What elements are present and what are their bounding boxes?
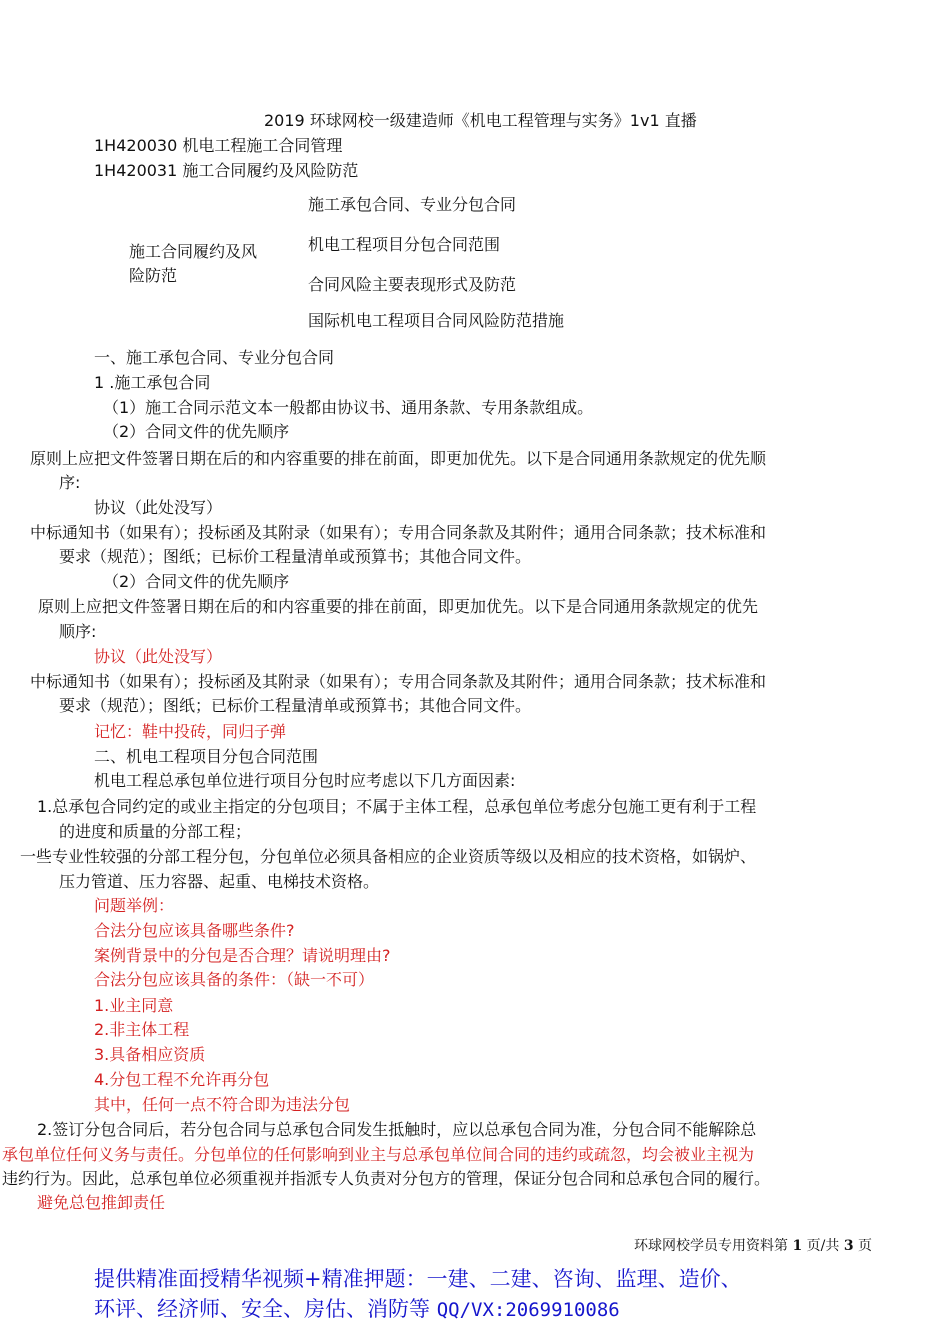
paragraph-line: （2）合同文件的优先顺序: [103, 572, 290, 591]
paragraph-line: 原则上应把文件签署日期在后的和内容重要的排在前面，即更加优先。以下是合同通用条款规定的优先: [38, 597, 759, 616]
document-title: 2019 环球网校一级建造师《机电工程管理与实务》1v1 直播: [264, 111, 697, 130]
promo-line-1: 提供精准面授精华视频+精准押题：一建、二建、咨询、监理、造价、: [94, 1267, 742, 1291]
answer-item: 3.具备相应资质: [94, 1045, 206, 1064]
paragraph-line: 中标通知书（如果有）；投标函及其附录（如果有）；专用合同条款及其附件；通用合同条款；技术标准和: [30, 523, 767, 542]
footer-prefix: 环球网校学员专用资料第: [634, 1238, 793, 1254]
paragraph-line: 中标通知书（如果有）；投标函及其附录（如果有）；专用合同条款及其附件；通用合同条款；技术标准和: [30, 672, 767, 691]
diagram-branch-2: 机电工程项目分包合同范围: [308, 235, 501, 254]
paragraph-line: 的进度和质量的分部工程；: [59, 822, 252, 841]
answer-item: 4.分包工程不允许再分包: [94, 1070, 270, 1089]
highlight-line: 承包单位任何义务与责任。分包单位的任何影响到业主与总承包单位间合同的违约或疏忽，均会被业主视为: [2, 1145, 755, 1164]
paragraph-line: 机电工程总承包单位进行项目分包时应考虑以下几方面因素:: [94, 771, 516, 790]
paragraph-line: 要求（规范）；图纸；已标价工程量清单或预算书；其他合同文件。: [59, 547, 532, 566]
diagram-branch-1: 施工承包合同、专业分包合同: [308, 195, 517, 214]
question-line: 合法分包应该具备哪些条件?: [94, 921, 295, 940]
paragraph-line: 原则上应把文件签署日期在后的和内容重要的排在前面，即更加优先。以下是合同通用条款规定的优先顺: [30, 449, 767, 468]
footer-suffix: 页: [853, 1238, 873, 1254]
diagram-branch-3: 合同风险主要表现形式及防范: [308, 275, 517, 294]
answer-line: 合法分包应该具备的条件：（缺一不可）: [94, 970, 375, 989]
paragraph-line: 违约行为。因此，总承包单位必须重视并指派专人负责对分包方的管理，保证分包合同和总承包合同的履行。: [2, 1169, 771, 1188]
promo-line-2: [94, 1294, 620, 1325]
section-heading-1h420030: 1H420030 机电工程施工合同管理: [94, 136, 343, 155]
highlight-line: 避免总包推卸责任: [37, 1193, 166, 1212]
promo-contact: QQ/VX:2069910086: [436, 1299, 620, 1321]
promo-line-2-text: 环评、经济师、安全、房估、消防等: [94, 1297, 437, 1321]
paragraph-line: 序:: [59, 473, 81, 492]
answer-line: 其中，任何一点不符合即为违法分包: [94, 1095, 351, 1114]
paragraph-line: 1.总承包合同约定的或业主指定的分包项目；不属于主体工程，总承包单位考虑分包施工更有利于工程: [37, 797, 757, 816]
paragraph-line: 压力管道、压力容器、起重、电梯技术资格。: [59, 872, 380, 891]
page-footer: [634, 1236, 872, 1256]
section-heading-1h420031: 1H420031 施工合同履约及风险防范: [94, 161, 359, 180]
subsection-1-1-heading: 1 .施工承包合同: [94, 373, 211, 392]
highlight-line: 协议（此处没写）: [94, 647, 223, 666]
paragraph-line: （2）合同文件的优先顺序: [103, 422, 290, 441]
answer-item: 2.非主体工程: [94, 1020, 190, 1039]
paragraph-line: 协议（此处没写）: [94, 498, 223, 517]
paragraph-line: 一些专业性较强的分部工程分包，分包单位必须具备相应的企业资质等级以及相应的技术资格，如锅炉、: [20, 847, 757, 866]
diagram-root-label-line2: 险防范: [129, 266, 178, 285]
diagram-root-label-line1: 施工合同履约及风: [129, 242, 258, 261]
footer-total-pages: 3: [843, 1238, 854, 1254]
paragraph-line: 顺序:: [59, 622, 97, 641]
section-2-heading: 二、机电工程项目分包合同范围: [94, 747, 319, 766]
paragraph-line: 要求（规范）；图纸；已标价工程量清单或预算书；其他合同文件。: [59, 696, 532, 715]
diagram-branch-4: 国际机电工程项目合同风险防范措施: [308, 311, 565, 330]
answer-item: 1.业主同意: [94, 996, 174, 1015]
question-line: 案例背景中的分包是否合理？请说明理由?: [94, 946, 391, 965]
section-1-heading: 一、施工承包合同、专业分包合同: [94, 348, 335, 367]
footer-page-number: 1: [792, 1238, 803, 1254]
memory-tip: 记忆：鞋中投砖，同归子弹: [94, 722, 287, 741]
paragraph-line: （1）施工合同示范文本一般都由协议书、通用条款、专用条款组成。: [103, 398, 594, 417]
footer-middle: 页/共: [802, 1238, 844, 1254]
paragraph-line: 2.签订分包合同后，若分包合同与总承包合同发生抵触时，应以总承包合同为准，分包合同不能解除总: [37, 1120, 757, 1139]
question-example-label: 问题举例：: [94, 896, 175, 915]
